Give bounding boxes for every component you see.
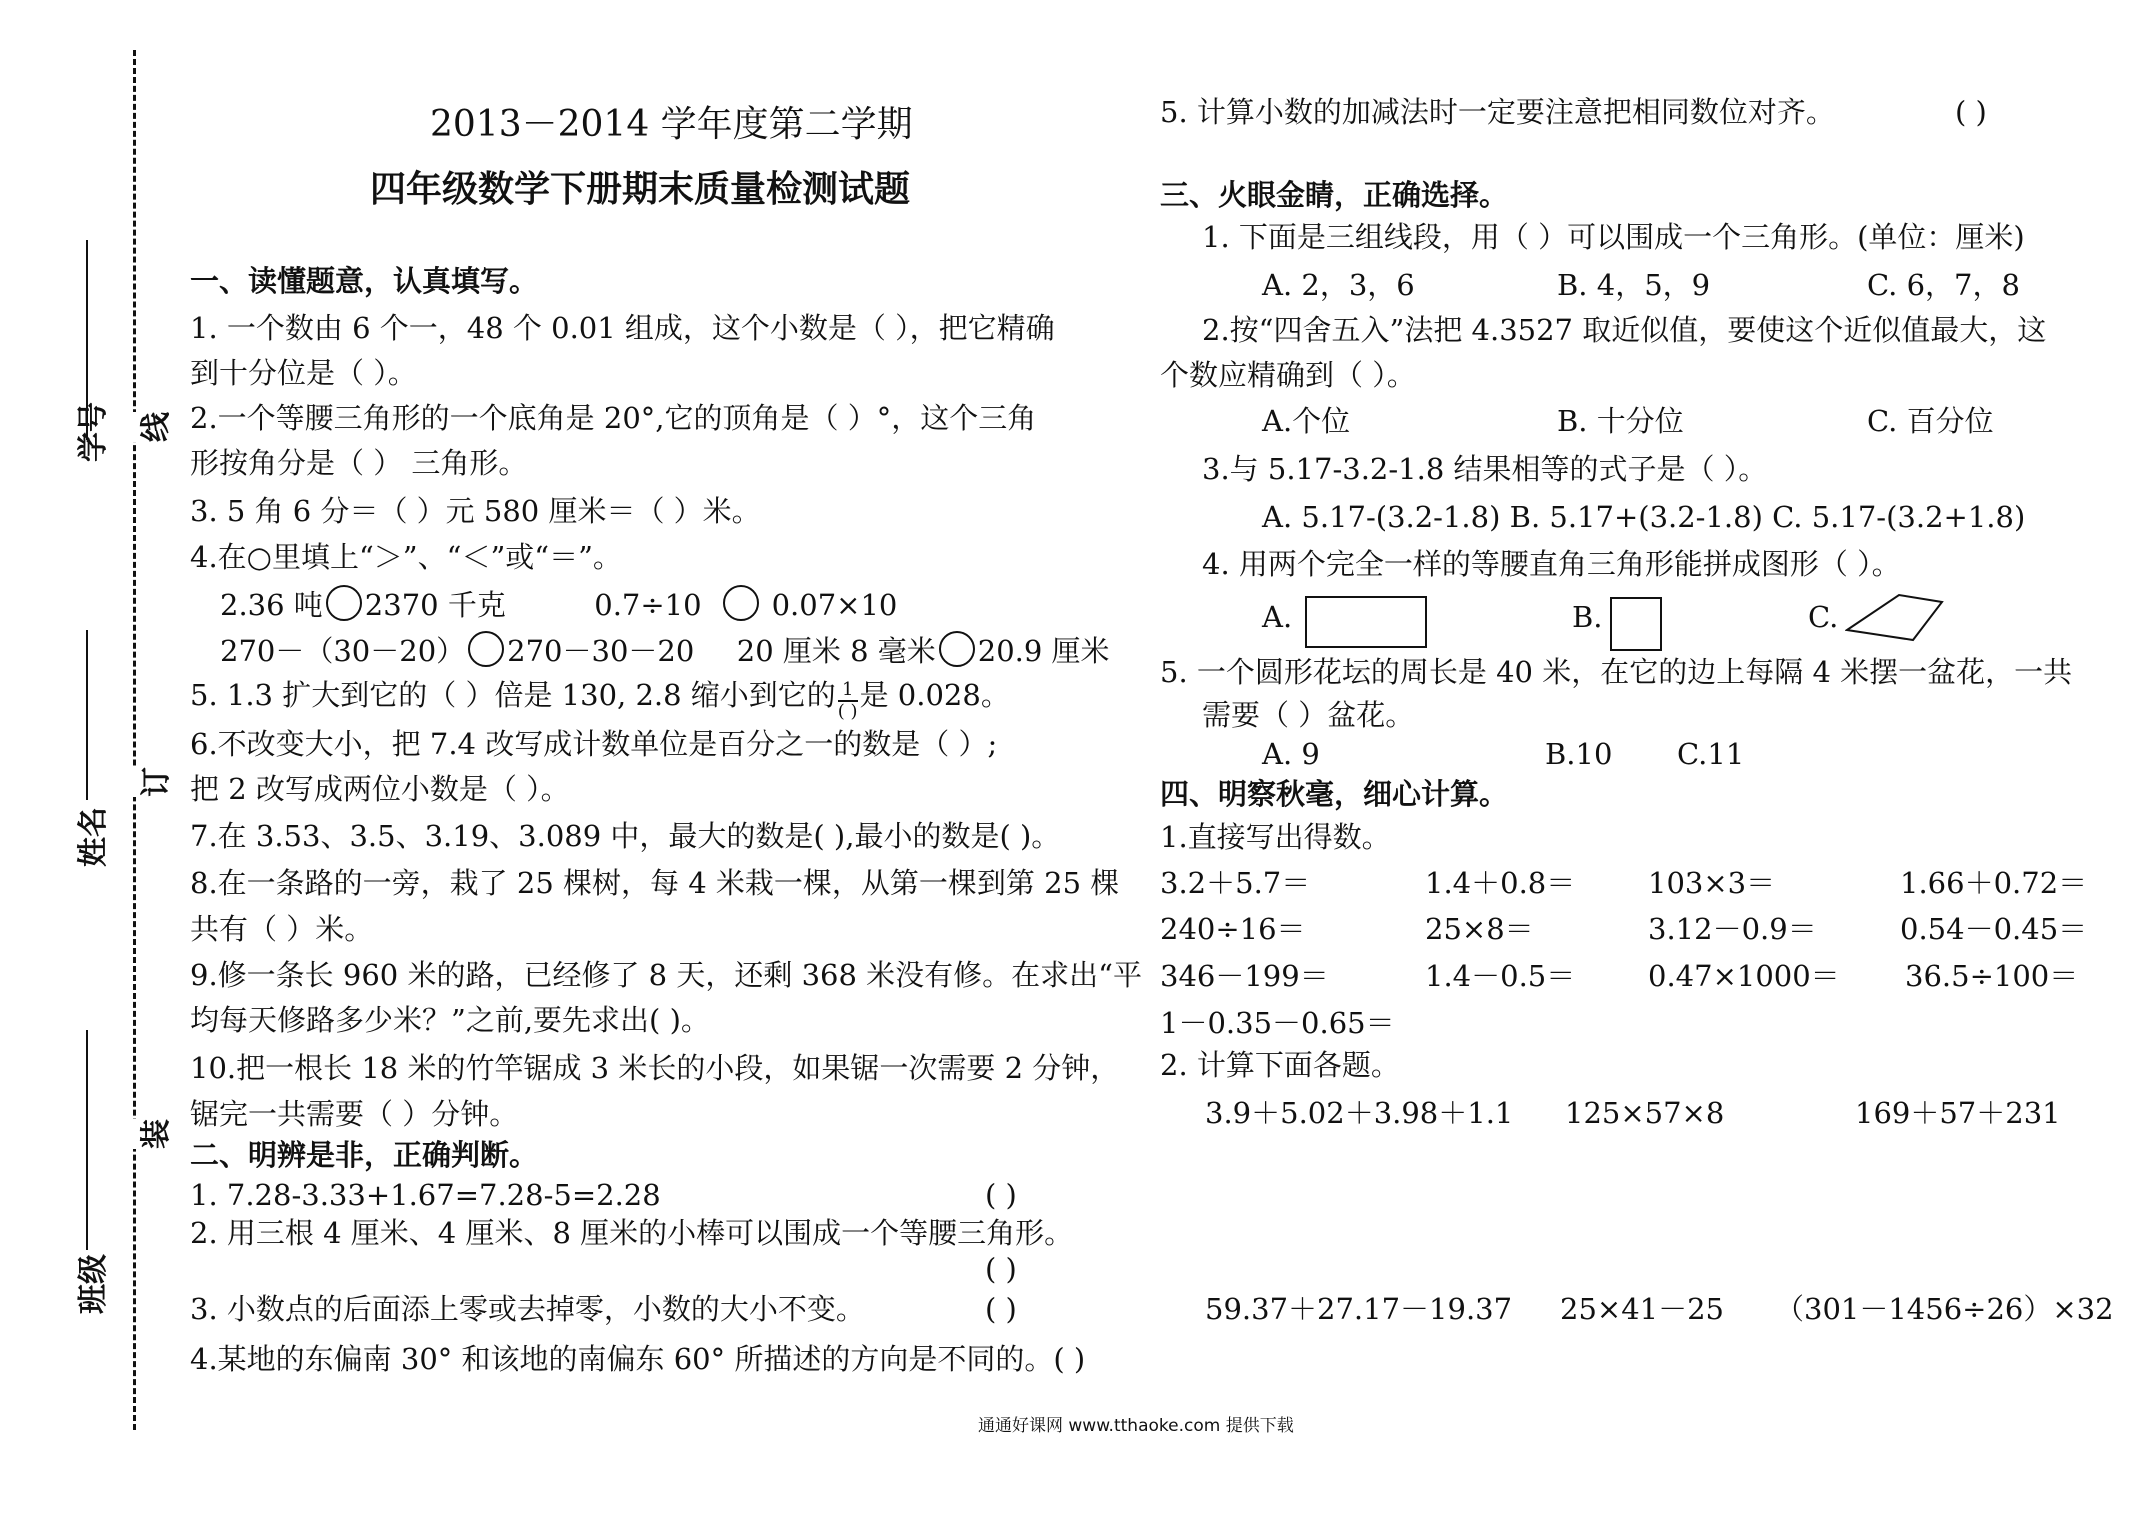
calc-r3c4: 36.5÷100＝ bbox=[1905, 959, 2079, 993]
s3-q1-opt-a: A. 2，3，6 bbox=[1262, 268, 1415, 302]
calc-r1c4: 1.66＋0.72＝ bbox=[1900, 866, 2088, 900]
s2-q5-paren: ( ) bbox=[1955, 95, 1987, 129]
s3-q2-opt-c: C. 百分位 bbox=[1867, 404, 1994, 438]
s1-q4-row1 bbox=[220, 585, 897, 622]
cmp-b-left: 0.7÷10 bbox=[594, 588, 702, 622]
s1-q8a: 8.在一条路的一旁，栽了 25 棵树，每 4 米栽一棵，从第一棵到第 25 棵 bbox=[190, 866, 1120, 900]
fraction-denominator: ( ) bbox=[837, 701, 858, 722]
s1-q2b: 形按角分是（ ） 三角形。 bbox=[190, 446, 528, 480]
s3-q5a: 5. 一个圆形花坛的周长是 40 米，在它的边上每隔 4 米摆一盆花，一共 bbox=[1160, 655, 2073, 689]
s1-q10b: 锯完一共需要（ ）分钟。 bbox=[190, 1097, 519, 1131]
parallelogram-shape bbox=[1845, 592, 1945, 642]
s3-q1: 1. 下面是三组线段，用（ ）可以围成一个三角形。(单位：厘米) bbox=[1202, 220, 2025, 254]
section2-heading: 二、明辨是非，正确判断。 bbox=[190, 1138, 539, 1172]
s1-q4: 4.在○里填上“＞”、“＜”或“＝”。 bbox=[190, 540, 622, 574]
s2-q1: 1. 7.28-3.33+1.67=7.28-5=2.28 bbox=[190, 1178, 661, 1212]
s1-q9a: 9.修一条长 960 米的路，已经修了 8 天，还剩 368 米没有修。在求出“平 bbox=[190, 958, 1142, 992]
fraction bbox=[838, 680, 858, 722]
cmp-c-right: 270－30－20 bbox=[507, 634, 695, 668]
s1-q9b: 均每天修路多少米？”之前,要先求出( )。 bbox=[190, 1003, 710, 1037]
s3-q2b: 个数应精确到（ ）。 bbox=[1160, 358, 1416, 392]
s4-part1: 1.直接写出得数。 bbox=[1160, 820, 1391, 854]
section4-heading: 四、明察秋毫，细心计算。 bbox=[1160, 777, 1509, 811]
compare-circle[interactable] bbox=[468, 631, 504, 667]
title-line2: 四年级数学下册期末质量检测试题 bbox=[370, 168, 911, 210]
label-xian: 线 bbox=[131, 412, 175, 442]
s3-q4-opt-b: B. bbox=[1572, 600, 1603, 634]
s3-q4-opt-a: A. bbox=[1262, 600, 1293, 634]
calc-r2c3: 3.12－0.9＝ bbox=[1648, 912, 1817, 946]
s1-q7: 7.在 3.53、3.5、3.19、3.089 中，最大的数是( ),最小的数是( )。 bbox=[190, 819, 1061, 853]
calc-r1c3: 103×3＝ bbox=[1648, 866, 1776, 900]
s3-q2-opt-b: B. 十分位 bbox=[1557, 404, 1684, 438]
s1-q1a: 1. 一个数由 6 个一，48 个 0.01 组成，这个小数是（ ），把它精确 bbox=[190, 311, 1055, 345]
s2-q2-paren: ( ) bbox=[985, 1252, 1017, 1286]
s1-q4-row2 bbox=[220, 631, 1110, 668]
s3-q5-opt-a: A. 9 bbox=[1262, 737, 1320, 771]
compare-circle[interactable] bbox=[326, 585, 362, 621]
s2-q3-paren: ( ) bbox=[985, 1292, 1017, 1326]
fraction-numerator: 1 bbox=[838, 680, 858, 702]
title-line1: 2013－2014 学年度第二学期 bbox=[430, 104, 913, 145]
label-xingming: 姓名 bbox=[76, 807, 111, 867]
s1-q8b: 共有（ ）米。 bbox=[190, 912, 374, 946]
s1-q5a: 5. 1.3 扩大到它的（ ）倍是 130, 2.8 缩小到它的 bbox=[190, 678, 836, 712]
cmp-d-left: 20 厘米 8 毫米 bbox=[736, 634, 936, 668]
section3-heading: 三、火眼金睛，正确选择。 bbox=[1160, 178, 1509, 212]
s3-q4-opt-c: C. bbox=[1808, 600, 1839, 634]
calc-r3c2: 1.4－0.5＝ bbox=[1425, 959, 1576, 993]
binding-dashed-line bbox=[133, 50, 136, 1430]
s1-q3: 3. 5 角 6 分＝（ ）元 580 厘米＝（ ）米。 bbox=[190, 494, 761, 528]
s2-q2: 2. 用三根 4 厘米、4 厘米、8 厘米的小棒可以围成一个等腰三角形。 bbox=[190, 1216, 1074, 1250]
s1-q5b: 是 0.028。 bbox=[859, 678, 1010, 712]
s3-q2-opt-a: A.个位 bbox=[1262, 404, 1351, 438]
compare-circle[interactable] bbox=[723, 585, 759, 621]
s1-q1b: 到十分位是（ ）。 bbox=[190, 356, 417, 390]
s3-q2a: 2.按“四舍五入”法把 4.3527 取近似值，要使这个近似值最大，这 bbox=[1202, 313, 2047, 347]
footer-source: 通通好课网 www.tthaoke.com 提供下载 bbox=[978, 1416, 1294, 1436]
cmp-c-left: 270－（30－20） bbox=[220, 634, 466, 668]
s3-q4: 4. 用两个完全一样的等腰直角三角形能拼成图形（ ）。 bbox=[1202, 547, 1901, 581]
calc-r1c1: 3.2＋5.7＝ bbox=[1160, 866, 1311, 900]
cmp-a-right: 2370 千克 bbox=[364, 588, 506, 622]
calc2-r1c3: 169＋57＋231 bbox=[1855, 1096, 2061, 1130]
s1-q2a: 2.一个等腰三角形的一个底角是 20°,它的顶角是（ ）°，这个三角 bbox=[190, 401, 1037, 435]
s4-part2: 2. 计算下面各题。 bbox=[1160, 1048, 1400, 1082]
calc-r2c4: 0.54－0.45＝ bbox=[1900, 912, 2088, 946]
s2-q3: 3. 小数点的后面添上零或去掉零，小数的大小不变。 bbox=[190, 1292, 865, 1326]
s3-q5-opt-b: B.10 bbox=[1545, 737, 1613, 771]
s1-q6b: 把 2 改写成两位小数是（ ）。 bbox=[190, 772, 570, 806]
banji-blank bbox=[86, 1030, 88, 1250]
s1-q6a: 6.不改变大小，把 7.4 改写成计数单位是百分之一的数是（ ）; bbox=[190, 727, 998, 761]
square-shape bbox=[1610, 597, 1662, 651]
label-xuehao: 学号 bbox=[76, 402, 111, 462]
rectangle-shape bbox=[1305, 596, 1427, 648]
cmp-d-right: 20.9 厘米 bbox=[977, 634, 1110, 668]
calc2-r1c1: 3.9＋5.02＋3.98＋1.1 bbox=[1205, 1096, 1514, 1130]
s3-q5-opt-c: C.11 bbox=[1677, 737, 1745, 771]
s1-q10a: 10.把一根长 18 米的竹竿锯成 3 米长的小段，如果锯一次需要 2 分钟， bbox=[190, 1051, 1120, 1085]
calc-r4: 1－0.35－0.65＝ bbox=[1160, 1006, 1395, 1040]
s2-q4: 4.某地的东偏南 30° 和该地的南偏东 60° 所描述的方向是不同的。( ) bbox=[190, 1342, 1086, 1376]
s3-q1-opt-c: C. 6，7，8 bbox=[1867, 268, 2020, 302]
s3-q1-opt-b: B. 4，5，9 bbox=[1557, 268, 1711, 302]
s3-q3-options: A. 5.17-(3.2-1.8) B. 5.17+(3.2-1.8) C. 5.17-(3.2+1.8) bbox=[1262, 500, 2026, 534]
calc-r3c1: 346－199＝ bbox=[1160, 959, 1329, 993]
calc-r2c2: 25×8＝ bbox=[1425, 912, 1534, 946]
label-zhuang: 装 bbox=[131, 1119, 175, 1149]
section1-heading: 一、读懂题意，认真填写。 bbox=[190, 264, 539, 298]
calc2-r2c3: （301－1456÷26）×32 bbox=[1775, 1292, 2114, 1326]
s1-q5 bbox=[190, 678, 1010, 722]
calc-r2c1: 240÷16＝ bbox=[1160, 912, 1306, 946]
label-banji: 班级 bbox=[76, 1254, 111, 1314]
cmp-a-left: 2.36 吨 bbox=[220, 588, 323, 622]
xingming-blank bbox=[86, 630, 88, 800]
calc2-r2c1: 59.37＋27.17－19.37 bbox=[1205, 1292, 1513, 1326]
label-ding: 订 bbox=[131, 767, 175, 797]
calc-r3c3: 0.47×1000＝ bbox=[1648, 959, 1840, 993]
s3-q3: 3.与 5.17-3.2-1.8 结果相等的式子是（ ）。 bbox=[1202, 452, 1768, 486]
cmp-b-right: 0.07×10 bbox=[771, 588, 898, 622]
s2-q5: 5. 计算小数的加减法时一定要注意把相同数位对齐。 bbox=[1160, 95, 1835, 129]
calc2-r1c2: 125×57×8 bbox=[1565, 1096, 1725, 1130]
calc2-r2c2: 25×41－25 bbox=[1560, 1292, 1725, 1326]
compare-circle[interactable] bbox=[939, 631, 975, 667]
calc-r1c2: 1.4＋0.8＝ bbox=[1425, 866, 1576, 900]
s2-q1-paren: ( ) bbox=[985, 1178, 1017, 1212]
s3-q5b: 需要（ ）盆花。 bbox=[1202, 698, 1415, 732]
